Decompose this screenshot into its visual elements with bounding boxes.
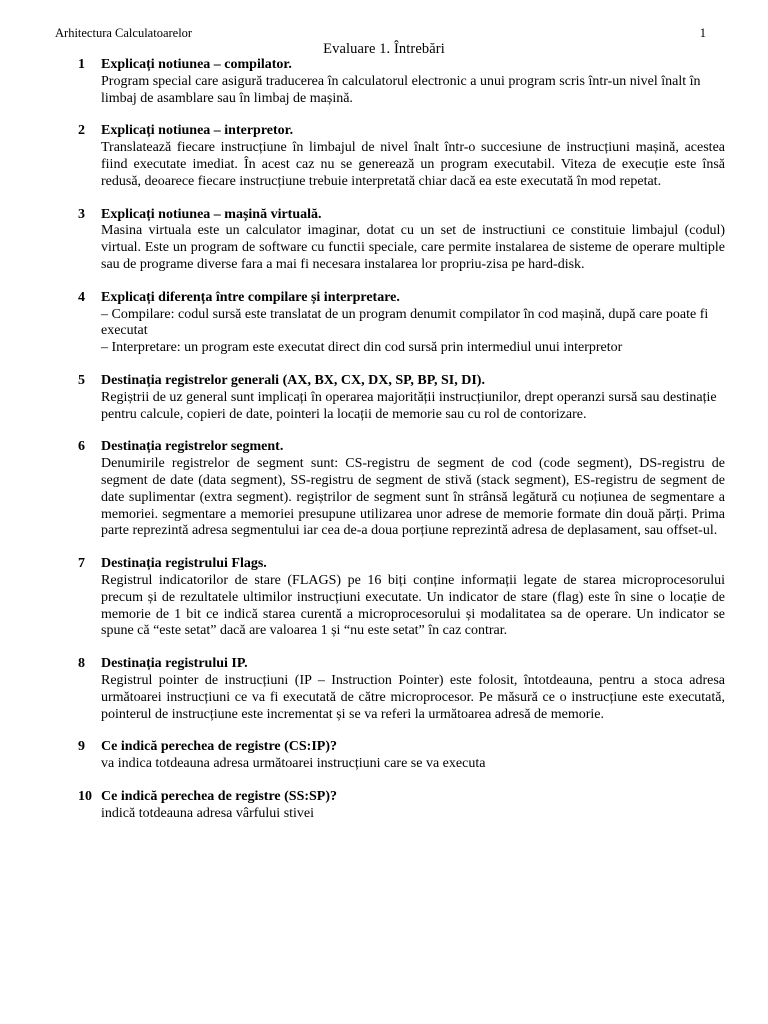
question-title: Explicați diferența între compilare și interpretare. (101, 289, 400, 305)
question-title: Explicați notiunea – interpretor. (101, 123, 294, 139)
question-answer (101, 74, 725, 108)
question-title: Ce indică perechea de registre (SS:SP)? (101, 788, 338, 804)
question-number: 2 (78, 123, 85, 139)
question-item (0, 789, 768, 823)
question-number: 1 (78, 57, 85, 72)
page-title: Evaluare 1. Întrebări (323, 41, 445, 57)
question-answer (101, 573, 725, 640)
question-number: 3 (78, 206, 85, 222)
question-item (0, 373, 768, 423)
question-title: Explicați notiunea – mașină virtuală. (101, 206, 322, 222)
question-number: 7 (78, 556, 85, 572)
question-number: 4 (78, 289, 85, 305)
question-item (0, 439, 768, 540)
question-answer (101, 673, 725, 723)
answer-paragraph: Program special care asigură traducerea în calculatorul electronic a unui program scris într-un nivel înalt în limbaj de asamblare sau în limbaj de mașină. (101, 73, 701, 106)
question-number: 9 (78, 739, 85, 755)
question-answer (101, 390, 725, 424)
question-title: Destinația registrului IP. (101, 656, 248, 672)
answer-paragraph: – Interpretare: un program este executat direct din cod sursă prin intermediul unui interpretor (101, 340, 623, 356)
question-item (0, 207, 768, 274)
question-answer (101, 456, 725, 540)
answer-paragraph: Registrul pointer de instrucțiuni (IP – Instruction Pointer) este folosit, întotdeauna, pentru a stoca adresa următoarei instrucțiuni ce va fi executată de către microprocesor. Pe măsură ce o instrucțiune este executată, pointerul de instrucțiune este incrementat și se va referi la următoarea adresă de memorie. (101, 672, 725, 722)
question-answer (101, 140, 725, 190)
question-title: Destinația registrelor segment. (101, 439, 284, 455)
answer-paragraph: Registrul indicatorilor de stare (FLAGS) pe 16 biți conține informații legate de starea microprocesorului precum și de rezultatele ultimilor instrucțiuni executate. Un indicator de stare (flag) este în sine o locație de memorie de 1 bit ce indică starea curentă a microprocesorului și modalitatea sa de operare. Un indicator se spune că “este setat” dacă are valoarea 1 și “nu este setat” în caz contrar. (101, 572, 725, 639)
question-item (0, 123, 768, 190)
question-answer (101, 806, 725, 823)
question-item (0, 739, 768, 773)
answer-paragraph: Translatează fiecare instrucțiune în limbajul de nivel înalt într-o succesiune de instrucțiuni mașină, acestea fiind executate imediat. În acest caz nu se generează un program executabil. Viteza de execuție este însă redusă, deoarece fiecare instrucțiune trebuie interpretată chiar dacă ea este executată în mod repetat. (101, 140, 725, 189)
running-head: Arhitectura Calculatoarelor (55, 26, 193, 40)
question-answer (101, 307, 725, 357)
question-number: 6 (78, 439, 85, 455)
answer-paragraph: va indica totdeauna adresa următoarei instrucțiuni care se va executa (101, 756, 486, 772)
question-answer (101, 756, 725, 773)
question-number: 5 (78, 372, 85, 388)
question-title: Ce indică perechea de registre (CS:IP)? (101, 739, 338, 755)
question-item (0, 556, 768, 640)
question-number: 10 (78, 788, 92, 804)
question-title: Explicați notiunea – compilator. (101, 57, 292, 72)
answer-paragraph: Denumirile registrelor de segment sunt: CS-registru de segment de cod (code segment), DS-registru de segment de date (data segment), SS-registru de segment de stivă (stack segment), ES-registru de segment de date suplimentar (extra segment). regiștrilor de segment sunt în strânsă legătură cu noțiunea de segmentare a memoriei. segmentare a memoriei presupune utilizarea unor adrese de memorie formate din două părți. Prima parte reprezintă adresa segmentului iar cea de-a doua porțiune reprezintă adresa de deplasament, sau offset-ul. (101, 456, 725, 539)
answer-paragraph: indică totdeauna adresa vârfului stivei (101, 805, 315, 821)
question-answer (101, 223, 725, 273)
question-number: 8 (78, 656, 85, 672)
question-title: Destinația registrului Flags. (101, 556, 267, 572)
question-item (0, 57, 768, 107)
answer-paragraph: Regiștrii de uz general sunt implicați în operarea majorității instrucțiunilor, drept operanzi sursă sau destinație pentru calcule, copieri de date, pointeri la locații de memorie sau cu rol de contorizare. (101, 389, 717, 422)
question-title: Destinația registrelor generali (AX, BX, CX, DX, SP, BP, SI, DI). (101, 372, 485, 388)
question-item (0, 656, 768, 723)
answer-paragraph: – Compilare: codul sursă este translatat de un program denumit compilator în cod mașină, după care poate fi executat (101, 306, 709, 339)
question-item (0, 290, 768, 357)
page-number: 1 (699, 26, 706, 40)
answer-paragraph: Masina virtuala este un calculator imaginar, dotat cu un set de instructiuni ce constituie limbajul (codul) virtual. Este un program de software cu functii speciale, care permite instalarea de sisteme de operare multiple sau de programe diverse fara a mai fi necesara instalarea lor propriu-zisa pe hard-disk. (101, 223, 725, 272)
question-list (0, 57, 768, 838)
